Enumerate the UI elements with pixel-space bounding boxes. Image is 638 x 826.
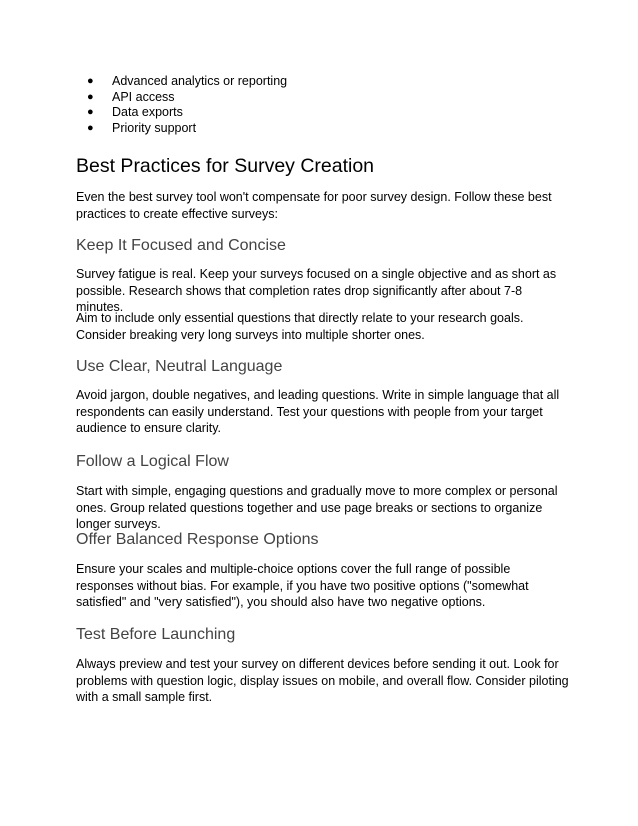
bullet-icon: ●: [87, 75, 94, 87]
subsection-heading-focused: Keep It Focused and Concise: [76, 237, 286, 254]
subsection-heading-flow: Follow a Logical Flow: [76, 453, 229, 470]
list-item-text: Advanced analytics or reporting: [112, 74, 288, 88]
subsection-heading-language: Use Clear, Neutral Language: [76, 358, 283, 375]
section-intro-paragraph: Even the best survey tool won't compensate for poor survey design. Follow these best practices to create effective surveys:: [76, 190, 552, 221]
subsection-heading-response-options: Offer Balanced Response Options: [76, 531, 319, 548]
list-item: [76, 105, 287, 121]
bullet-icon: ●: [87, 106, 94, 118]
list-item-text: Priority support: [112, 120, 197, 135]
paragraph-language: Avoid jargon, double negatives, and leading questions. Write in simple language that all respondents can easily understand. Test your questions with people from your target audience to ensure clarity.: [76, 388, 560, 435]
section-title: Best Practices for Survey Creation: [76, 155, 375, 177]
paragraph-focused-2: Aim to include only essential questions that directly relate to your research goals. Consider breaking very long surveys into multiple shorter ones.: [76, 311, 524, 342]
paragraph-response-options: Ensure your scales and multiple-choice options cover the full range of possible responses without bias. For example, if you have two positive options ("somewhat satisfied" and "very satisfied"), you should also have two negative options.: [76, 562, 529, 609]
paragraph-flow: Start with simple, engaging questions and gradually move to more complex or personal ones. Group related questions together and use page breaks or sections to organize longer surveys.: [76, 484, 558, 531]
subsection-heading-testing: Test Before Launching: [76, 626, 236, 643]
list-item: [76, 121, 287, 137]
list-item-text: Data exports: [112, 105, 183, 119]
paragraph-testing: Always preview and test your survey on different devices before sending it out. Look for problems with question logic, display issues on mobile, and overall flow. Consider piloting with a small sample first.: [76, 657, 569, 704]
list-item: [76, 90, 287, 106]
bullet-icon: ●: [87, 90, 94, 103]
paragraph-focused-1: Survey fatigue is real. Keep your surveys focused on a single objective and as short as possible. Research shows that completion rates drop significantly after about 7-8 minutes.: [76, 267, 557, 314]
bullet-icon: ●: [87, 121, 94, 134]
list-item-text: API access: [112, 89, 175, 104]
list-item: [76, 74, 287, 90]
feature-bullet-list: [76, 74, 287, 136]
